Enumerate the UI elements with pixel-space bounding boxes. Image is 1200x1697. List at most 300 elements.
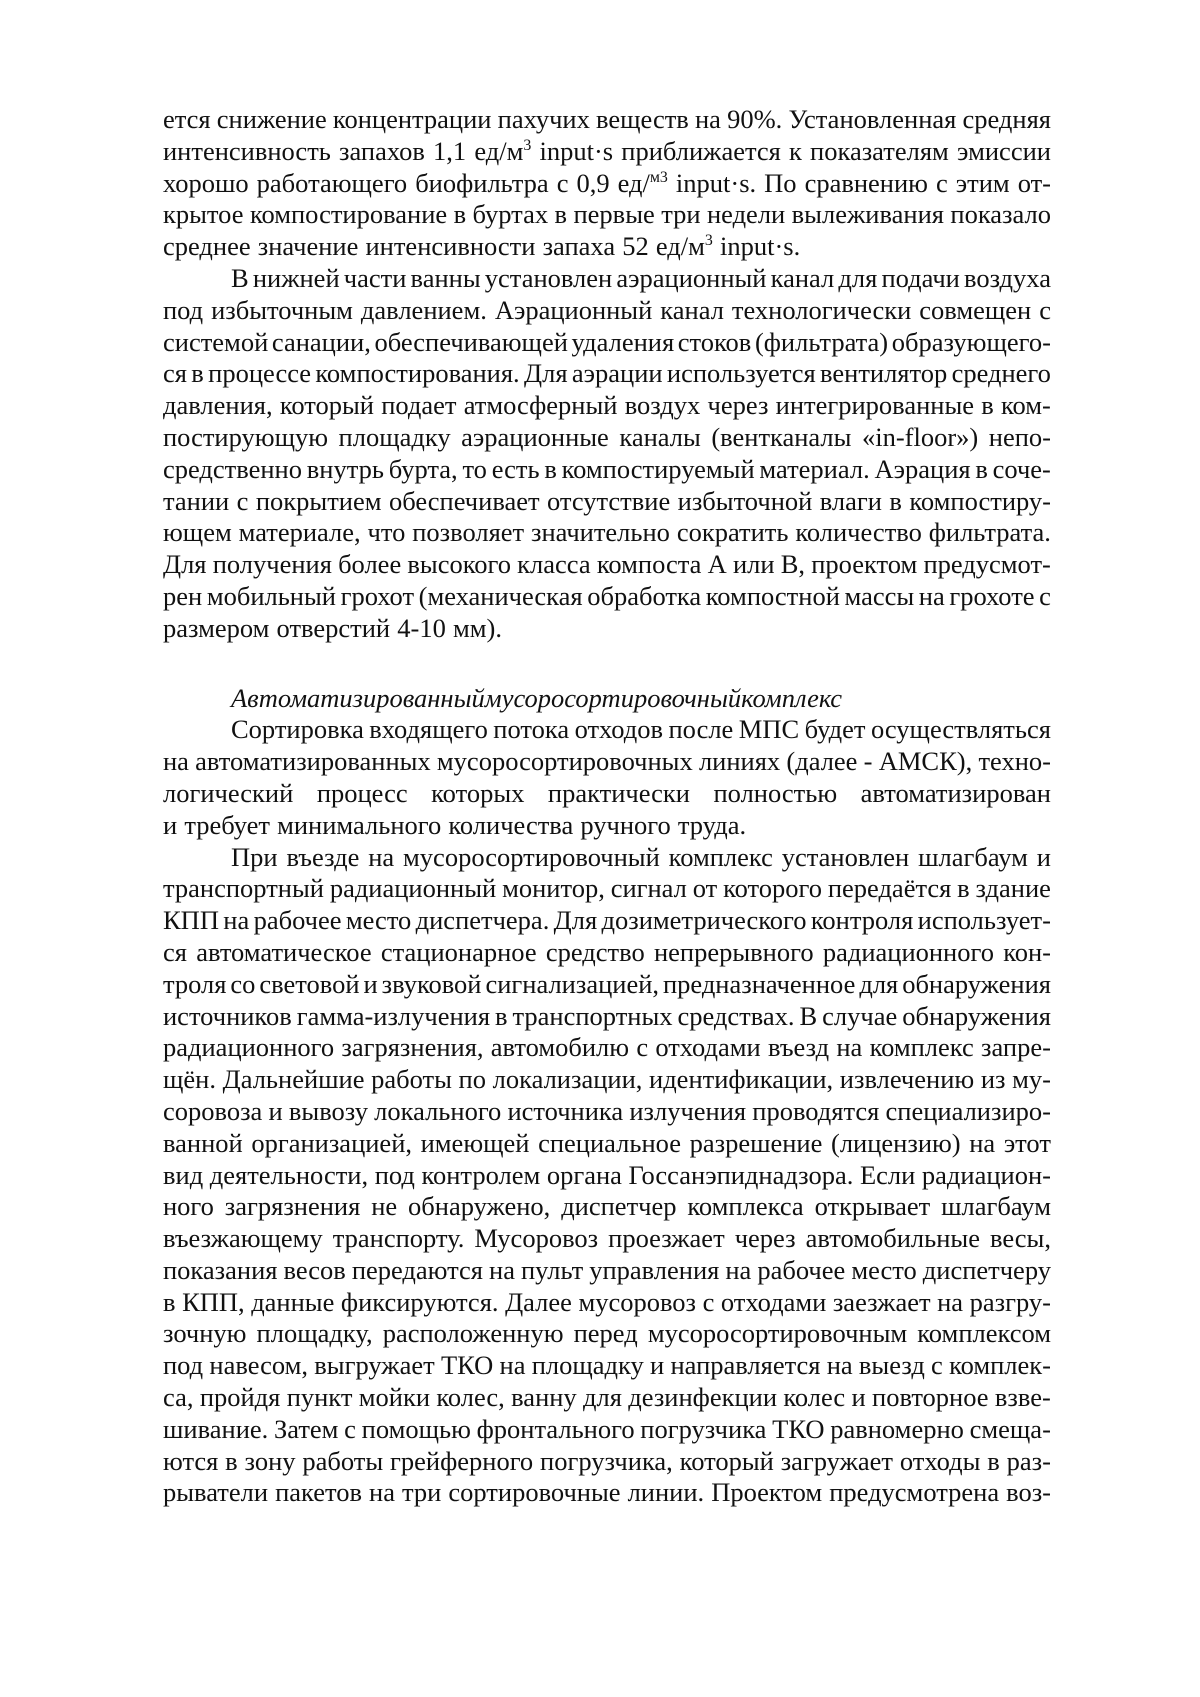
word: работы — [371, 1064, 452, 1095]
text-line — [163, 1096, 1051, 1128]
word: с — [236, 485, 249, 516]
word: открывает — [814, 1191, 931, 1222]
word: запахов — [339, 135, 425, 166]
word: фронтального — [476, 1413, 635, 1444]
word: мусоросортировочный — [403, 841, 660, 872]
word: установлен — [484, 262, 613, 293]
word: мусоросортировочный — [484, 682, 742, 713]
word: равномерно — [830, 1413, 964, 1444]
word: ся — [163, 936, 187, 967]
word: загружает — [780, 1445, 894, 1476]
section-heading — [163, 683, 1051, 715]
word: ТКО — [440, 1350, 494, 1381]
word: показателям — [810, 135, 949, 166]
word: вылеживания — [791, 199, 944, 230]
word: комплекс — [741, 682, 843, 713]
word: работающего — [256, 167, 408, 198]
text-line — [163, 327, 1051, 359]
text-line — [163, 905, 1051, 937]
word: через — [707, 390, 769, 421]
word: (далее — [786, 746, 858, 777]
word: мобильный — [206, 580, 336, 611]
word: сигнал — [610, 873, 687, 904]
text-line — [163, 581, 1051, 613]
word: (фильтрата) — [754, 326, 889, 357]
word: вентилятор — [820, 358, 948, 389]
word: деятельности, — [209, 1159, 369, 1190]
word: в — [889, 485, 902, 516]
word: вывозу — [288, 1095, 368, 1126]
word: input·s. — [675, 167, 757, 198]
word: комплекса — [687, 1191, 804, 1222]
word: троля — [163, 968, 227, 999]
word: зочную — [163, 1318, 247, 1349]
word: автоматизированных — [195, 746, 431, 777]
text-line — [163, 746, 1051, 778]
word: Затем — [273, 1413, 339, 1444]
word: ванной — [163, 1127, 243, 1158]
word: материал. — [759, 453, 870, 484]
word: позволяет — [412, 517, 525, 548]
word: образующего- — [891, 326, 1051, 357]
word: разгру- — [969, 1286, 1051, 1317]
word: Для — [553, 905, 598, 936]
word: дозиметрического — [601, 905, 807, 936]
word: на — [369, 1477, 395, 1508]
word: на — [918, 580, 945, 611]
word: радиацион- — [921, 1159, 1051, 1190]
word: ванны — [410, 262, 481, 293]
word: части — [343, 262, 407, 293]
word: Далее — [505, 1286, 572, 1317]
word: аэрации — [571, 358, 663, 389]
word: который — [279, 390, 374, 421]
word: влаги — [819, 485, 882, 516]
word: мусоросортировочным — [647, 1318, 908, 1349]
word: и — [1036, 841, 1051, 872]
word: «in-floor») — [861, 421, 979, 452]
word: соровоза — [163, 1095, 263, 1126]
text-line — [163, 1001, 1051, 1033]
word: специальное — [538, 1127, 681, 1158]
word: въезжающему — [163, 1223, 323, 1254]
word: ется — [163, 104, 211, 134]
word: снижение — [216, 104, 327, 134]
word: на — [223, 905, 250, 936]
word: в — [554, 199, 568, 230]
word: что — [367, 517, 406, 548]
word: транспортный — [163, 873, 324, 904]
word: интенсивности — [365, 231, 536, 262]
word: сигнализацией, — [485, 968, 660, 999]
word: въезде — [286, 841, 360, 872]
word: для — [583, 1382, 622, 1413]
word: использует- — [917, 905, 1051, 936]
word: компостирования. — [315, 358, 520, 389]
word: с — [636, 1032, 649, 1063]
word: обеспечивает — [388, 485, 540, 516]
word: input·s. — [720, 231, 801, 262]
text-line — [163, 810, 1051, 842]
word: после — [668, 714, 734, 745]
word: сократить — [676, 517, 789, 548]
word: ком- — [1001, 390, 1051, 421]
word: - — [863, 746, 873, 777]
word: концентрации — [332, 104, 492, 134]
word: 90%. — [727, 104, 783, 134]
word: монитор, — [502, 873, 605, 904]
word: Аэрация — [874, 453, 971, 484]
text-line — [163, 549, 1051, 581]
word: расположенную — [382, 1318, 564, 1349]
word: в — [163, 1286, 176, 1317]
word: установлен — [781, 841, 910, 872]
section-gap — [163, 645, 1051, 683]
word: осуществляться — [870, 714, 1051, 745]
word: три — [661, 199, 701, 230]
word: и — [268, 1095, 283, 1126]
word: пахучих — [497, 104, 590, 134]
word: компоста — [596, 549, 702, 580]
word: средственно — [163, 453, 302, 484]
word: проектом — [811, 549, 918, 580]
word: эмиссии — [956, 135, 1051, 166]
word: предусмотрена — [829, 1477, 1000, 1508]
word: данные — [251, 1286, 335, 1317]
word: на — [694, 104, 721, 134]
word: и — [163, 809, 178, 840]
word: пункт — [286, 1382, 353, 1413]
word: буртах — [472, 199, 549, 230]
word: этот — [1003, 1127, 1051, 1158]
word: в — [453, 199, 467, 230]
text-line — [163, 714, 1051, 746]
word: грохот — [340, 580, 415, 611]
word: которого — [723, 873, 822, 904]
word: будет — [804, 714, 866, 745]
word: более — [338, 549, 402, 580]
word: комплексом — [917, 1318, 1051, 1349]
word: обнаружения — [902, 968, 1051, 999]
word: звуковой — [381, 968, 482, 999]
word: 4-10 — [397, 612, 446, 643]
word: аэрационные — [461, 421, 609, 452]
text-line — [163, 1223, 1051, 1255]
text-line — [163, 1414, 1051, 1446]
word: обнаружения — [902, 1000, 1051, 1031]
word: автоматизирован — [860, 777, 1051, 808]
word: комплекс — [668, 841, 773, 872]
word: мусоросортировочных — [436, 746, 693, 777]
word: input·s — [539, 135, 614, 166]
word: Проектом — [711, 1477, 823, 1508]
word: в — [981, 390, 994, 421]
word: ющем — [163, 517, 232, 548]
text-line — [163, 358, 1051, 390]
word: логический — [163, 777, 294, 808]
word: из — [980, 1064, 1006, 1095]
text-line — [163, 1191, 1051, 1223]
word: ся — [163, 358, 187, 389]
word: контролем — [421, 1159, 541, 1190]
word: этим — [955, 167, 1010, 198]
word: организацией, — [251, 1127, 412, 1158]
word: радиационного — [822, 936, 994, 967]
word: материале, — [238, 517, 361, 548]
word: загрязнения — [224, 1191, 361, 1222]
text-line — [163, 873, 1051, 905]
word: место — [851, 1254, 917, 1285]
text-line — [163, 1350, 1051, 1382]
word: выгружает — [314, 1350, 435, 1381]
word: средствах. — [677, 1000, 795, 1031]
word: постирующую — [163, 421, 329, 452]
word: под — [163, 1350, 204, 1381]
word: передаются — [351, 1254, 483, 1285]
word: санации, — [271, 326, 371, 357]
word: под — [374, 1159, 415, 1190]
word: диспетчеру — [922, 1254, 1051, 1285]
word: источников — [163, 1000, 292, 1031]
word: от- — [1017, 167, 1051, 198]
word: источника — [507, 1095, 624, 1126]
word: ручного — [580, 809, 671, 840]
text-line — [163, 1064, 1051, 1096]
word: фиксируются. — [340, 1286, 499, 1317]
word: кон- — [1003, 936, 1051, 967]
word: линии. — [627, 1477, 705, 1508]
text-line — [163, 136, 1051, 168]
word: запре- — [981, 1032, 1051, 1063]
word: направляется — [670, 1350, 821, 1381]
word: процесс — [316, 777, 408, 808]
word: (вентканалы — [711, 421, 852, 452]
word: рен — [163, 580, 203, 611]
word: для — [838, 262, 878, 293]
word: ванну — [511, 1382, 577, 1413]
word: или — [732, 549, 775, 580]
word: мусоровоз — [578, 1286, 697, 1317]
text-line — [163, 1446, 1051, 1478]
word: дезинфекции — [628, 1382, 778, 1413]
word: автомобильные — [805, 1223, 980, 1254]
word: с — [556, 167, 569, 198]
text-line — [163, 1128, 1051, 1160]
word: управления — [589, 1254, 720, 1285]
word: используется — [666, 358, 816, 389]
word: воздух — [624, 390, 701, 421]
word: передаётся — [827, 873, 952, 904]
word: предназначенное — [662, 968, 856, 999]
word: излучения — [629, 1095, 747, 1126]
word: шивание. — [163, 1413, 269, 1444]
word: пройдя — [199, 1382, 281, 1413]
word: По — [764, 167, 797, 198]
word: контроля — [810, 905, 914, 936]
word: стационарное — [380, 936, 537, 967]
word: раз- — [1006, 1445, 1051, 1476]
word: хорошо — [163, 167, 249, 198]
word: подает — [381, 390, 457, 421]
word: практически — [547, 777, 690, 808]
word: в — [191, 358, 204, 389]
word: три — [402, 1477, 442, 1508]
word: загрязнения, — [341, 1032, 484, 1063]
text-line — [163, 1032, 1051, 1064]
text-line — [163, 168, 1051, 200]
word: В — [231, 262, 249, 293]
text-line — [163, 778, 1051, 810]
text-line — [163, 390, 1051, 422]
word: биофильтра — [415, 167, 549, 198]
word: ются — [163, 1445, 219, 1476]
word: Если — [859, 1159, 916, 1190]
word: фильтрата. — [928, 517, 1051, 548]
word: колес — [783, 1382, 846, 1413]
word: пульт — [521, 1254, 584, 1285]
word: для — [859, 968, 899, 999]
word: ТКО — [772, 1413, 825, 1444]
word: компостируемый — [561, 453, 755, 484]
word: требует — [184, 809, 270, 840]
word: рабочее — [757, 1254, 846, 1285]
word: КПП — [163, 905, 219, 936]
word: 1,1 — [433, 135, 467, 166]
word: запаха — [542, 231, 616, 262]
word: сортировочные — [448, 1477, 621, 1508]
word: выезд — [858, 1350, 925, 1381]
word: есть — [491, 453, 540, 484]
word: помощью — [361, 1413, 471, 1444]
word: в — [987, 1445, 1000, 1476]
word: При — [231, 841, 278, 872]
word: класса — [517, 549, 591, 580]
text-line — [163, 1382, 1051, 1414]
word: с — [344, 1413, 356, 1444]
word: А — [707, 549, 727, 580]
word: на — [368, 841, 395, 872]
word: труда. — [677, 809, 747, 840]
word: приближается — [621, 135, 781, 166]
word: с — [702, 1286, 715, 1317]
word: стоков — [677, 326, 752, 357]
word: получения — [212, 549, 332, 580]
word: автомобилю — [490, 1032, 630, 1063]
word: площадку, — [256, 1318, 373, 1349]
word: аэрационный — [616, 262, 767, 293]
word: тании — [163, 485, 230, 516]
word: который — [679, 1445, 774, 1476]
word: с — [1039, 580, 1051, 611]
word: случае — [822, 1000, 898, 1031]
word: с — [931, 1350, 943, 1381]
word: диспетчер — [561, 1191, 677, 1222]
word: погрузчика — [640, 1413, 767, 1444]
word: грохоте — [949, 580, 1035, 611]
text-line — [163, 454, 1051, 486]
word: в — [495, 1000, 508, 1031]
word: не — [371, 1191, 398, 1222]
word: подачи — [881, 262, 960, 293]
text-line — [163, 295, 1051, 327]
word: извлечению — [839, 1064, 975, 1095]
word: весов — [283, 1254, 346, 1285]
word: перед — [573, 1318, 638, 1349]
word: АМСК), — [878, 746, 973, 777]
text-line — [163, 1287, 1051, 1319]
word: в — [225, 1445, 238, 1476]
word: в — [975, 453, 988, 484]
word: проводятся — [752, 1095, 880, 1126]
word: смеща- — [969, 1413, 1051, 1444]
word: Мусоровоз — [474, 1223, 599, 1254]
word: на — [163, 746, 189, 777]
word: входящего — [369, 714, 488, 745]
word: отходов — [574, 714, 664, 745]
text-line — [163, 613, 1051, 645]
word: к — [789, 135, 802, 166]
word: мойки — [358, 1382, 431, 1413]
word: навесом, — [209, 1350, 309, 1381]
word: интегрированные — [775, 390, 975, 421]
word: высокого — [407, 549, 511, 580]
word: зону — [244, 1445, 296, 1476]
word: МПС — [738, 714, 800, 745]
word: которых — [431, 777, 525, 808]
text-line — [163, 517, 1051, 549]
word: с — [935, 167, 948, 198]
word: Сортировка — [231, 714, 364, 745]
word: отверстий — [276, 612, 391, 643]
word: му- — [1012, 1064, 1051, 1095]
word: ного — [163, 1191, 214, 1222]
word: непрерывного — [653, 936, 814, 967]
word: колес, — [436, 1382, 505, 1413]
word: органа — [546, 1159, 622, 1190]
word: количества — [448, 809, 574, 840]
word: технологически — [731, 294, 912, 325]
word: на — [499, 1350, 526, 1381]
word: В — [799, 1000, 818, 1031]
word: избыточной — [677, 485, 813, 516]
word: среднего — [951, 358, 1051, 389]
word: шлагбаум — [918, 841, 1028, 872]
word: недели — [706, 199, 786, 230]
word: покрытием — [255, 485, 382, 516]
word: (лицензию) — [831, 1127, 961, 1158]
word: избыточным — [211, 294, 353, 325]
word: с — [1039, 294, 1051, 325]
word: повторное — [872, 1382, 989, 1413]
word: автоматическое — [196, 936, 372, 967]
word: от — [692, 873, 718, 904]
word: давления, — [163, 390, 273, 421]
word: транспортных — [512, 1000, 673, 1031]
word: транспорту. — [332, 1223, 465, 1254]
word: сравнению — [804, 167, 928, 198]
word: Установленная — [788, 104, 957, 134]
word: отходы — [899, 1445, 981, 1476]
word: воз- — [1006, 1477, 1051, 1508]
word: на — [969, 1127, 996, 1158]
word: (механическая — [418, 580, 583, 611]
word: Для — [524, 358, 568, 389]
word: взве- — [994, 1382, 1051, 1413]
word: разрешение — [689, 1127, 823, 1158]
word: на — [725, 1254, 752, 1285]
word: шлагбаум — [941, 1191, 1051, 1222]
word: совмещен — [919, 294, 1032, 325]
